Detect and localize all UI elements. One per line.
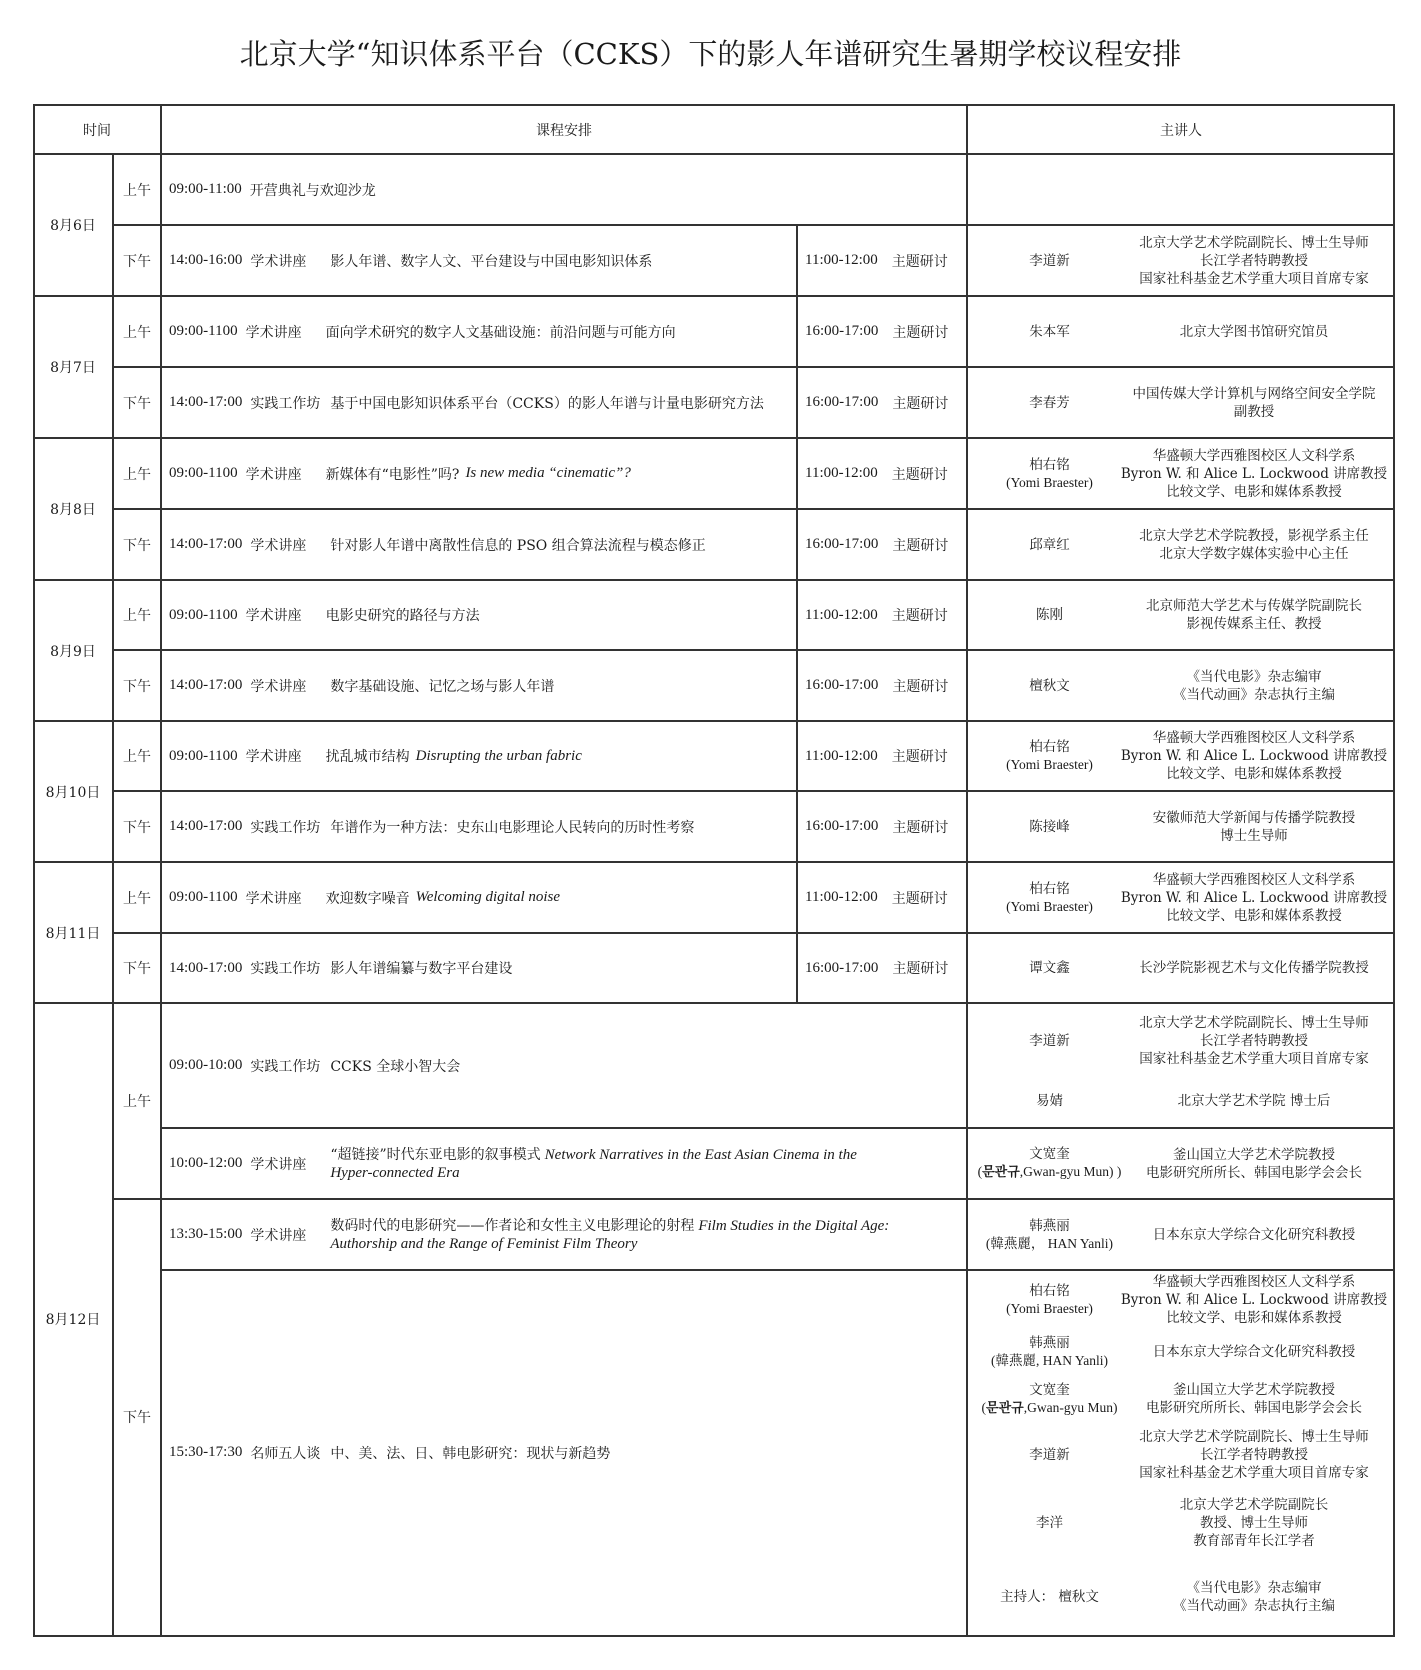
speaker-name-cell: [967, 650, 1132, 721]
session-time: 09:00-1100: [169, 323, 238, 339]
speaker-titles: [1117, 225, 1391, 296]
speaker-title-line: 比较文学、电影和媒体系教授: [1166, 766, 1342, 782]
session-time: 14:00-17:00: [169, 959, 243, 976]
speaker-name-cell: [967, 721, 1132, 791]
speaker-name-cell: [967, 862, 1132, 933]
speaker-name: 柏右铭: [1029, 1283, 1070, 1299]
discussion-cell: [797, 367, 967, 438]
discussion-label: 主题研讨: [891, 749, 948, 765]
session-topic-en: Welcoming digital noise: [415, 889, 561, 905]
speaker-title-line: 华盛顿大学西雅图校区人文科学系: [1152, 871, 1356, 888]
speaker-name-alt: (Yomi Braester): [1006, 1301, 1093, 1316]
speaker-title-line: Byron W. 和 Alice L. Lockwood 讲席教授: [1120, 748, 1388, 764]
speaker-name-cell: [967, 1562, 1132, 1632]
session-time: 15:30-17:30: [169, 1444, 243, 1460]
session-period: 上午: [123, 890, 151, 907]
speaker-titles: [1117, 580, 1391, 650]
speaker-title-line: Byron W. 和 Alice L. Lockwood 讲席教授: [1120, 1292, 1388, 1308]
speaker-titles: [1117, 1424, 1391, 1486]
session-period: 上午: [123, 608, 151, 624]
session-topic: 欢迎数字噪音: [325, 890, 410, 907]
session-period: 上午: [123, 182, 151, 199]
header-speaker: 主讲人: [1160, 123, 1202, 139]
speaker-title-line: 长江学者特聘教授: [1200, 1033, 1308, 1049]
speaker-title-line: 北京大学艺术学院教授，影视学系主任: [1139, 527, 1369, 544]
speaker-titles: [1117, 1562, 1391, 1632]
discussion-time: 16:00-17:00: [805, 536, 879, 552]
page-title: 北京大学“知识体系平台（CCKS）下的影人年谱研究生暑期学校议程安排: [239, 37, 1182, 71]
session-course: [161, 862, 797, 933]
session-course: [161, 650, 797, 721]
speaker-titles: [1117, 1330, 1391, 1374]
speaker-name: 陈接峰: [1029, 818, 1070, 835]
speaker-name-alt: (Yomi Braester): [1006, 757, 1093, 772]
speaker-title-line: 国家社科基金艺术学重大项目首席专家: [1139, 1051, 1369, 1067]
speaker-titles: [1117, 721, 1391, 791]
discussion-time: 16:00-17:00: [805, 959, 879, 976]
discussion-cell: [797, 509, 967, 580]
session-topic: 影人年谱编纂与数字平台建设: [330, 961, 513, 977]
paren-open: (: [981, 1399, 987, 1415]
discussion-cell: [797, 438, 967, 509]
speaker-name-alt: (韓燕麗， HAN Yanli): [985, 1235, 1114, 1251]
speaker-title-line: 釜山国立大学艺术学院教授: [1173, 1146, 1335, 1163]
speaker-title-line: 《当代动画》杂志执行主编: [1173, 686, 1335, 703]
speaker-title-line: 比较文学、电影和媒体系教授: [1166, 483, 1342, 500]
session-period: 下午: [123, 395, 151, 412]
speaker-name: 文宽奎: [1029, 1381, 1070, 1398]
agenda-table: [33, 104, 1395, 1637]
speaker-name-romanized: ,Gwan-gyu Mun): [1023, 1399, 1118, 1415]
session-kind: 实践工作坊: [250, 819, 321, 836]
discussion-label: 主题研讨: [891, 466, 948, 483]
speaker-name: 韩燕丽: [1029, 1217, 1070, 1234]
speaker-title-line: 北京大学艺术学院副院长、博士生导师: [1139, 234, 1369, 251]
session-period: 下午: [123, 961, 151, 977]
speaker-name-cell: [967, 1077, 1132, 1124]
discussion-time: 11:00-12:00: [805, 465, 878, 481]
speaker-title-line: 华盛顿大学西雅图校区人文科学系: [1152, 730, 1356, 746]
session-topic-zh: 数码时代的电影研究——作者论和女性主义电影理论的射程: [330, 1217, 695, 1234]
discussion-cell: [797, 225, 967, 296]
speaker-title-line: 比较文学、电影和媒体系教授: [1166, 907, 1342, 924]
speaker-title-line: 日本东京大学综合文化研究科教授: [1152, 1226, 1356, 1243]
speaker-name-cell: [967, 1376, 1132, 1422]
session-topic: [330, 1217, 890, 1253]
speaker-title-line: 副教授: [1233, 403, 1275, 420]
speaker-name-cell: [967, 580, 1132, 650]
speaker-titles: [1117, 367, 1391, 438]
session-time: 09:00-1100: [169, 889, 238, 905]
speaker-titles: [1117, 296, 1391, 367]
speaker-name-cell: [967, 1199, 1132, 1270]
session-time: 14:00-17:00: [169, 536, 243, 552]
speaker-title-line: 《当代电影》杂志编审: [1186, 1580, 1322, 1596]
discussion-cell: [797, 296, 967, 367]
session-topic-en: Film Studies in the Digital Age: Authorship and the Range of Feminist Film Theory: [330, 1217, 890, 1252]
speaker-title-line: 北京大学艺术学院副院长: [1179, 1497, 1329, 1513]
speaker-title-line: 长江学者特聘教授: [1200, 1447, 1308, 1463]
speaker-name-cell: [967, 1128, 1132, 1199]
session-kind: 实践工作坊: [250, 395, 321, 412]
discussion-label: 主题研讨: [892, 678, 949, 695]
session-topic: 扰乱城市结构: [325, 749, 410, 765]
day-date: 8月7日: [50, 360, 96, 376]
session-period: 下午: [123, 1410, 151, 1426]
speaker-title-line: 华盛顿大学西雅图校区人文科学系: [1152, 447, 1356, 464]
speaker-titles: [1117, 1199, 1391, 1270]
speaker-titles: [1117, 438, 1391, 509]
speaker-name-cell: [967, 1488, 1132, 1558]
session-period: 上午: [123, 1094, 151, 1110]
day-date: 8月8日: [50, 502, 96, 518]
session-topic: 面向学术研究的数字人文基础设施：前沿问题与可能方向: [325, 324, 676, 341]
discussion-label: 主题研讨: [892, 395, 949, 412]
session-course: [161, 1199, 967, 1270]
speaker-title-line: 华盛顿大学西雅图校区人文科学系: [1152, 1274, 1356, 1290]
session-kind: 学术讲座: [250, 537, 307, 554]
session-kind: 学术讲座: [245, 608, 302, 624]
speaker-title-line: 教授、博士生导师: [1200, 1515, 1308, 1531]
speaker-titles: [1117, 791, 1391, 862]
speaker-name: 主持人： 檀秋文: [1000, 1589, 1099, 1605]
session-time: 14:00-17:00: [169, 818, 243, 834]
speaker-name-cell: [967, 225, 1132, 296]
session-topic-zh: “超链接”时代东亚电影的叙事模式: [330, 1146, 541, 1163]
speaker-titles: [1117, 1077, 1391, 1124]
header-time: 时间: [83, 123, 111, 139]
speaker-name: 文宽奎: [1029, 1146, 1070, 1162]
speaker-name: 柏右铭: [1029, 739, 1070, 755]
speaker-title-line: 北京大学艺术学院 博士后: [1177, 1092, 1331, 1109]
session-time: 09:00-1100: [169, 747, 238, 764]
session-kind: 学术讲座: [245, 324, 302, 341]
speaker-title-line: 北京师范大学艺术与传媒学院副院长: [1146, 598, 1362, 614]
session-time: 14:00-17:00: [169, 677, 243, 693]
session-course: [161, 438, 797, 509]
session-time: 14:00-16:00: [169, 252, 243, 268]
speaker-name: 柏右铭: [1029, 456, 1070, 473]
speaker-name-cell: [967, 1007, 1132, 1075]
speaker-name: 李道新: [1029, 1033, 1070, 1049]
session-time: 14:00-17:00: [169, 394, 243, 410]
discussion-cell: [797, 862, 967, 933]
speaker-title-line: 《当代动画》杂志执行主编: [1173, 1598, 1335, 1614]
speaker-name-cell: [967, 933, 1132, 1003]
speaker-name: 柏右铭: [1029, 880, 1070, 897]
discussion-cell: [797, 650, 967, 721]
speaker-title-line: 国家社科基金艺术学重大项目首席专家: [1139, 270, 1369, 287]
session-kind: 学术讲座: [250, 1156, 307, 1173]
session-kind: 实践工作坊: [250, 961, 321, 977]
speaker-titles: [1117, 1128, 1391, 1199]
discussion-time: 11:00-12:00: [805, 252, 878, 268]
speaker-title-line: 教育部青年长江学者: [1193, 1533, 1315, 1549]
discussion-time: 11:00-12:00: [805, 889, 878, 905]
session-course: [161, 721, 797, 791]
discussion-cell: [797, 933, 967, 1003]
speaker-name-cell: [967, 791, 1132, 862]
speaker-titles: [1117, 1272, 1391, 1328]
session-kind: 学术讲座: [250, 678, 307, 695]
session-time: 09:00-1100: [169, 606, 238, 623]
day-date: 8月11日: [45, 925, 101, 942]
speaker-title-line: 日本东京大学综合文化研究科教授: [1152, 1344, 1356, 1360]
discussion-cell: [797, 580, 967, 650]
speaker-titles: [1117, 509, 1391, 580]
discussion-label: 主题研讨: [892, 537, 949, 554]
speaker-title-line: 北京大学艺术学院副院长、博士生导师: [1139, 1015, 1369, 1031]
session-topic: 数字基础设施、记忆之场与影人年谱: [330, 678, 555, 695]
speaker-name-romanized: ,Gwan-gyu Mun) ): [1019, 1164, 1122, 1179]
speaker-title-line: 电影研究所所长、韩国电影学会会长: [1146, 1400, 1362, 1416]
session-course: [161, 1003, 967, 1128]
speaker-title-line: Byron W. 和 Alice L. Lockwood 讲席教授: [1120, 889, 1388, 906]
session-topic: 针对影人年谱中离散性信息的 PSO 组合算法流程与模态修正: [330, 537, 706, 554]
day-date: 8月12日: [45, 1312, 101, 1328]
speaker-name: 李道新: [1029, 1447, 1070, 1463]
speaker-title-line: 北京大学数字媒体实验中心主任: [1159, 545, 1349, 562]
session-course: [161, 509, 797, 580]
speaker-name-cell: [967, 1424, 1132, 1486]
speaker-name: 韩燕丽: [1029, 1335, 1070, 1351]
session-topic-en: Network Narratives in the East Asian Cinema in the Hyper-connected Era: [330, 1146, 857, 1181]
session-topic: CCKS 全球小智大会: [330, 1058, 461, 1075]
speaker-name-korean: 문관규: [986, 1400, 1024, 1416]
session-time: 09:00-11:00: [169, 181, 242, 197]
speaker-name: 谭文鑫: [1029, 960, 1070, 976]
speaker-title-line: 国家社科基金艺术学重大项目首席专家: [1139, 1465, 1369, 1481]
session-time: 09:00-10:00: [169, 1057, 243, 1073]
session-kind: 学术讲座: [250, 253, 307, 270]
session-kind: 学术讲座: [250, 1227, 307, 1244]
discussion-time: 16:00-17:00: [805, 323, 879, 339]
session-kind: 实践工作坊: [250, 1058, 321, 1075]
session-topic-en: Is new media “cinematic”?: [465, 465, 631, 481]
speaker-title-line: 电影研究所所长、韩国电影学会会长: [1146, 1164, 1362, 1181]
session-topic: [330, 1146, 890, 1182]
speaker-name-alt: [978, 1163, 1122, 1182]
session-kind: 学术讲座: [245, 890, 302, 907]
session-period: 上午: [123, 324, 151, 341]
discussion-label: 主题研讨: [891, 890, 948, 907]
speaker-title-line: 影视传媒系主任、教授: [1186, 616, 1322, 632]
session-course: [161, 933, 797, 1003]
speaker-name-cell: [967, 509, 1132, 580]
session-period: 上午: [123, 466, 151, 483]
discussion-time: 11:00-12:00: [805, 606, 878, 623]
speaker-name-alt: (韓燕麗, HAN Yanli): [990, 1353, 1108, 1368]
session-time: 10:00-12:00: [169, 1155, 243, 1171]
speaker-title-line: 长沙学院影视艺术与文化传播学院教授: [1139, 960, 1369, 976]
speaker-title-line: Byron W. 和 Alice L. Lockwood 讲席教授: [1120, 465, 1388, 482]
speaker-name-cell: [967, 1272, 1132, 1328]
day-date: 8月9日: [50, 643, 96, 660]
speaker-name-korean: 문관규: [982, 1165, 1020, 1180]
speaker-name-cell: [967, 296, 1132, 367]
discussion-time: 11:00-12:00: [805, 747, 878, 764]
session-topic: 电影史研究的路径与方法: [325, 608, 480, 624]
speaker-titles: [1117, 933, 1391, 1003]
discussion-time: 16:00-17:00: [805, 394, 879, 410]
session-period: 下午: [123, 537, 151, 554]
discussion-label: 主题研讨: [892, 961, 949, 977]
discussion-cell: [797, 791, 967, 862]
speaker-name: 李春芳: [1029, 394, 1070, 411]
speaker-titles: [1117, 1376, 1391, 1422]
speaker-name-alt: (Yomi Braester): [1006, 474, 1093, 490]
session-period: 上午: [123, 749, 151, 765]
session-topic: 开营典礼与欢迎沙龙: [249, 182, 376, 199]
session-time: 09:00-1100: [169, 465, 238, 481]
session-course: [161, 1270, 967, 1635]
discussion-label: 主题研讨: [892, 819, 949, 836]
speaker-titles: [1117, 1007, 1391, 1075]
discussion-time: 16:00-17:00: [805, 818, 879, 834]
speaker-title-line: 比较文学、电影和媒体系教授: [1166, 1310, 1342, 1326]
speaker-title-line: 北京大学图书馆研究馆员: [1179, 323, 1329, 340]
session-kind: 名师五人谈: [250, 1445, 321, 1462]
speaker-name-alt: (Yomi Braester): [1006, 898, 1093, 914]
speaker-name-cell: [967, 1330, 1132, 1374]
speaker-title-line: 中国传媒大学计算机与网络空间安全学院: [1132, 385, 1376, 402]
session-period: 下午: [123, 253, 151, 270]
day-date: 8月10日: [45, 784, 101, 801]
speaker-name: 檀秋文: [1029, 677, 1070, 694]
speaker-title-line: 博士生导师: [1220, 827, 1288, 844]
discussion-cell: [797, 721, 967, 791]
discussion-label: 主题研讨: [891, 253, 948, 270]
discussion-time: 16:00-17:00: [805, 677, 879, 693]
session-course: [161, 225, 797, 296]
day-date: 8月6日: [50, 218, 96, 234]
speaker-titles: [1117, 1488, 1391, 1558]
session-period: 下午: [123, 678, 151, 695]
session-topic: 年谱作为一种方法：史东山电影理论人民转向的历时性考察: [330, 819, 695, 836]
session-kind: 学术讲座: [245, 749, 302, 765]
speaker-name-cell: [967, 438, 1132, 509]
session-period: 下午: [123, 819, 151, 836]
session-kind: 学术讲座: [245, 466, 302, 483]
speaker-title-line: 北京大学艺术学院副院长、博士生导师: [1139, 1429, 1369, 1445]
speaker-titles: [1117, 862, 1391, 933]
discussion-label: 主题研讨: [891, 608, 948, 624]
session-topic: 影人年谱、数字人文、平台建设与中国电影知识体系: [330, 253, 653, 270]
speaker-title-line: 安徽师范大学新闻与传播学院教授: [1152, 809, 1356, 826]
speaker-name: 李洋: [1036, 1515, 1063, 1531]
speaker-name: 邱章红: [1029, 536, 1070, 553]
header-course: 课程安排: [536, 123, 592, 139]
session-time: 13:30-15:00: [169, 1226, 243, 1242]
speaker-name: 易婧: [1036, 1092, 1063, 1109]
speaker-name: 朱本军: [1029, 323, 1070, 340]
session-course: [161, 367, 797, 438]
session-topic: 新媒体有“电影性”吗?: [325, 466, 460, 483]
session-topic: 基于中国电影知识体系平台（CCKS）的影人年谱与计量电影研究方法: [330, 395, 764, 412]
session-course: [161, 791, 797, 862]
speaker-title-line: 长江学者特聘教授: [1200, 252, 1308, 269]
session-course: [161, 1128, 967, 1199]
speaker-title-line: 《当代电影》杂志编审: [1186, 668, 1322, 685]
paren-open: (: [977, 1164, 983, 1179]
speaker-title-line: 釜山国立大学艺术学院教授: [1173, 1382, 1335, 1398]
session-topic-en: Disrupting the urban fabric: [415, 747, 582, 764]
session-topic: 中、美、法、日、韩电影研究：现状与新趋势: [330, 1445, 611, 1462]
speaker-name: 陈刚: [1036, 607, 1063, 623]
session-course: [161, 580, 797, 650]
speaker-titles: [1117, 650, 1391, 721]
speaker-name-cell: [967, 367, 1132, 438]
speaker-name: 李道新: [1029, 252, 1070, 269]
discussion-label: 主题研讨: [892, 324, 949, 341]
session-course: [161, 154, 967, 225]
speaker-name-alt: [982, 1399, 1118, 1418]
session-course: [161, 296, 797, 367]
